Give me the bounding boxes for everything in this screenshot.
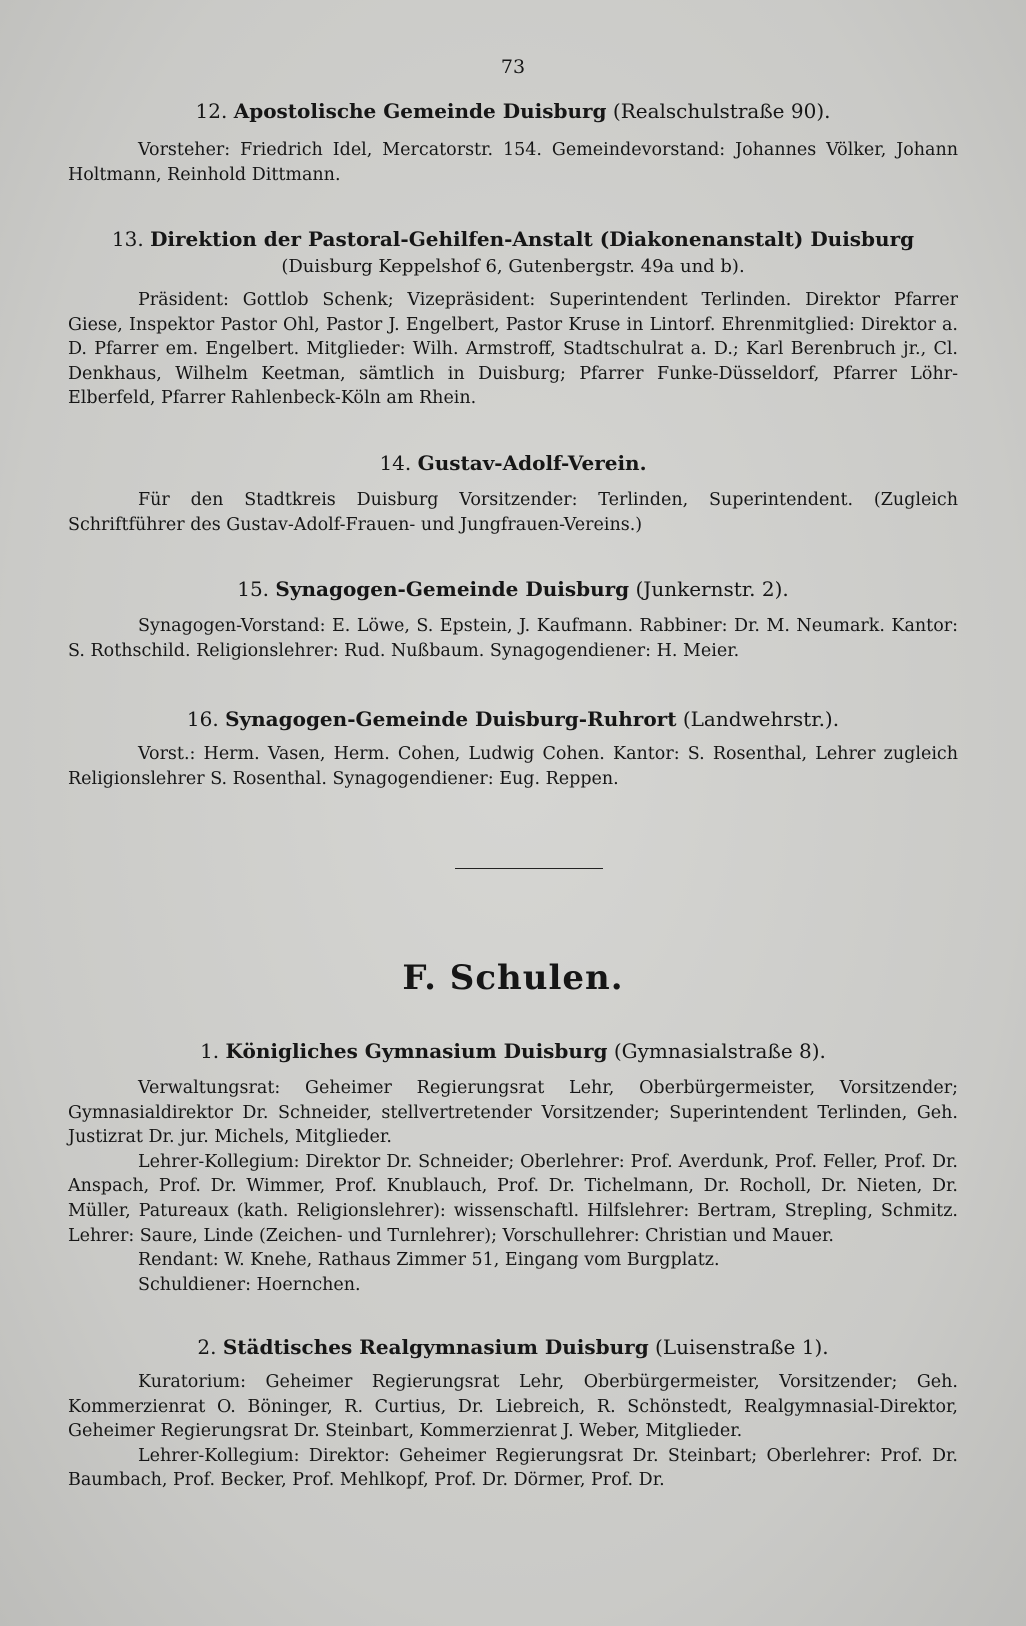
section-13-text: Präsident: Gottlob Schenk; Vizepräsident: Superintendent Terlinden. Direktor Pfarrer Giese, Inspektor Pastor Ohl, Pastor J. Engelbert, Pastor Kruse in Lintorf. Ehrenmitglied: Direktor a. D. Pfarrer em. Engelbert. Mitglieder: Wilh. Armstroff, Stadtschulrat a. D.; Karl Berenbruch jr., Cl. Denkhaus, Wilhelm Keetman, sämtlich in Duisburg; Pfarrer Funke-Düsseldorf, Pfarrer Löhr-Elberfeld, Pfarrer Rahlenbeck-Köln am Rhein. bbox=[68, 290, 958, 409]
page-number: 73 bbox=[500, 56, 526, 78]
section-15 bbox=[68, 576, 958, 663]
section-16-text: Vorst.: Herm. Vasen, Herm. Cohen, Ludwig Cohen. Kantor: S. Rosenthal, Lehrer zugleich Religionslehrer S. Rosenthal. Synagogendiener: Eug. Reppen. bbox=[68, 744, 958, 789]
section-12-title: Apostolische Gemeinde Duisburg bbox=[233, 99, 607, 123]
section-16-address: (Landwehrstr.). bbox=[682, 707, 840, 731]
school-2-board: Kuratorium: Geheimer Regierungsrat Lehr, Oberbürgermeister, Vorsitzender; Geh. Kommerzienrat O. Böninger, R. Curtius, Dr. Liebreich, R. Schönstedt, Realgymnasial-Direktor, Geheimer Regierungsrat Dr. Steinbart, Kommerzienrat J. Weber, Mitglieder. bbox=[68, 1372, 958, 1442]
section-16-number: 16. bbox=[186, 707, 219, 731]
school-1-rendant: Rendant: W. Knehe, Rathaus Zimmer 51, Eingang vom Burgplatz. bbox=[138, 1250, 720, 1271]
section-14-number: 14. bbox=[379, 451, 412, 475]
section-16-heading bbox=[68, 706, 958, 732]
school-2 bbox=[68, 1334, 958, 1493]
school-2-number: 2. bbox=[197, 1335, 217, 1359]
school-2-address: (Luisenstraße 1). bbox=[655, 1335, 829, 1359]
section-16-title: Synagogen-Gemeinde Duisburg-Ruhrort bbox=[225, 707, 677, 731]
section-12-text: Vorsteher: Friedrich Idel, Mercatorstr. 154. Gemeindevorstand: Johannes Völker, Johann Holtmann, Reinhold Dittmann. bbox=[68, 140, 958, 185]
section-13-number: 13. bbox=[111, 227, 144, 251]
school-1-teachers: Lehrer-Kollegium: Direktor Dr. Schneider; Oberlehrer: Prof. Averdunk, Prof. Feller, Prof. Dr. Anspach, Prof. Dr. Wimmer, Prof. Knublauch, Prof. Dr. Tichelmann, Dr. Rocholl, Dr. Nieten, Dr. Müller, Patureaux (kath. Religionslehrer): wissenschaftl. Hilfslehrer: Bertram, Strepling, Schmitz. Lehrer: Saure, Linde (Zeichen- und Turnlehrer); Vorschullehrer: Christian und Mauer. bbox=[68, 1151, 958, 1246]
school-1 bbox=[68, 1038, 958, 1297]
section-15-address: (Junkernstr. 2). bbox=[635, 577, 789, 601]
section-15-title: Synagogen-Gemeinde Duisburg bbox=[275, 577, 630, 601]
school-1-number: 1. bbox=[200, 1039, 220, 1063]
school-2-heading bbox=[68, 1334, 958, 1360]
section-14 bbox=[68, 450, 958, 537]
section-12-heading bbox=[68, 98, 958, 124]
school-1-title: Königliches Gymnasium Duisburg bbox=[225, 1039, 608, 1063]
school-1-address: (Gymnasialstraße 8). bbox=[613, 1039, 826, 1063]
section-f-title: F. Schulen. bbox=[402, 958, 624, 998]
section-16 bbox=[68, 706, 958, 791]
section-15-number: 15. bbox=[237, 577, 270, 601]
section-14-title: Gustav-Adolf-Verein. bbox=[417, 451, 647, 475]
section-15-heading bbox=[68, 576, 958, 602]
section-12-address: (Realschulstraße 90). bbox=[612, 99, 831, 123]
section-12-number: 12. bbox=[195, 99, 228, 123]
school-2-title: Städtisches Realgymnasium Duisburg bbox=[222, 1335, 649, 1359]
school-1-janitor: Schuldiener: Hoernchen. bbox=[138, 1274, 361, 1295]
divider-line bbox=[455, 868, 603, 869]
school-1-heading bbox=[68, 1038, 958, 1064]
school-2-teachers: Lehrer-Kollegium: Direktor: Geheimer Regierungsrat Dr. Steinbart; Oberlehrer: Prof. Dr. Baumbach, Prof. Becker, Prof. Mehlkopf, Prof. Dr. Dörmer, Prof. Dr. bbox=[68, 1445, 958, 1491]
section-14-heading bbox=[68, 450, 958, 476]
section-13-heading bbox=[68, 226, 958, 252]
section-14-text: Für den Stadtkreis Duisburg Vorsitzender: Terlinden, Superintendent. (Zugleich Schriftführer des Gustav-Adolf-Frauen- und Jungfrauen-Vereins.) bbox=[68, 490, 958, 535]
section-13-address: (Duisburg Keppelshof 6, Gutenbergstr. 49a und b). bbox=[281, 256, 745, 277]
section-13 bbox=[68, 226, 958, 411]
section-13-title: Direktion der Pastoral-Gehilfen-Anstalt (Diakonenanstalt) Duisburg bbox=[150, 227, 915, 251]
section-12 bbox=[68, 98, 958, 187]
section-15-text: Synagogen-Vorstand: E. Löwe, S. Epstein, J. Kaufmann. Rabbiner: Dr. M. Neumark. Kantor: S. Rothschild. Religionslehrer: Rud. Nußbaum. Synagogendiener: H. Meier. bbox=[68, 616, 958, 661]
school-1-board: Verwaltungsrat: Geheimer Regierungsrat Lehr, Oberbürgermeister, Vorsitzender; Gymnasialdirektor Dr. Schneider, stellvertretender Vorsitzender; Superintendent Terlinden, Geh. Justizrat Dr. jur. Michels, Mitglieder. bbox=[68, 1078, 958, 1148]
